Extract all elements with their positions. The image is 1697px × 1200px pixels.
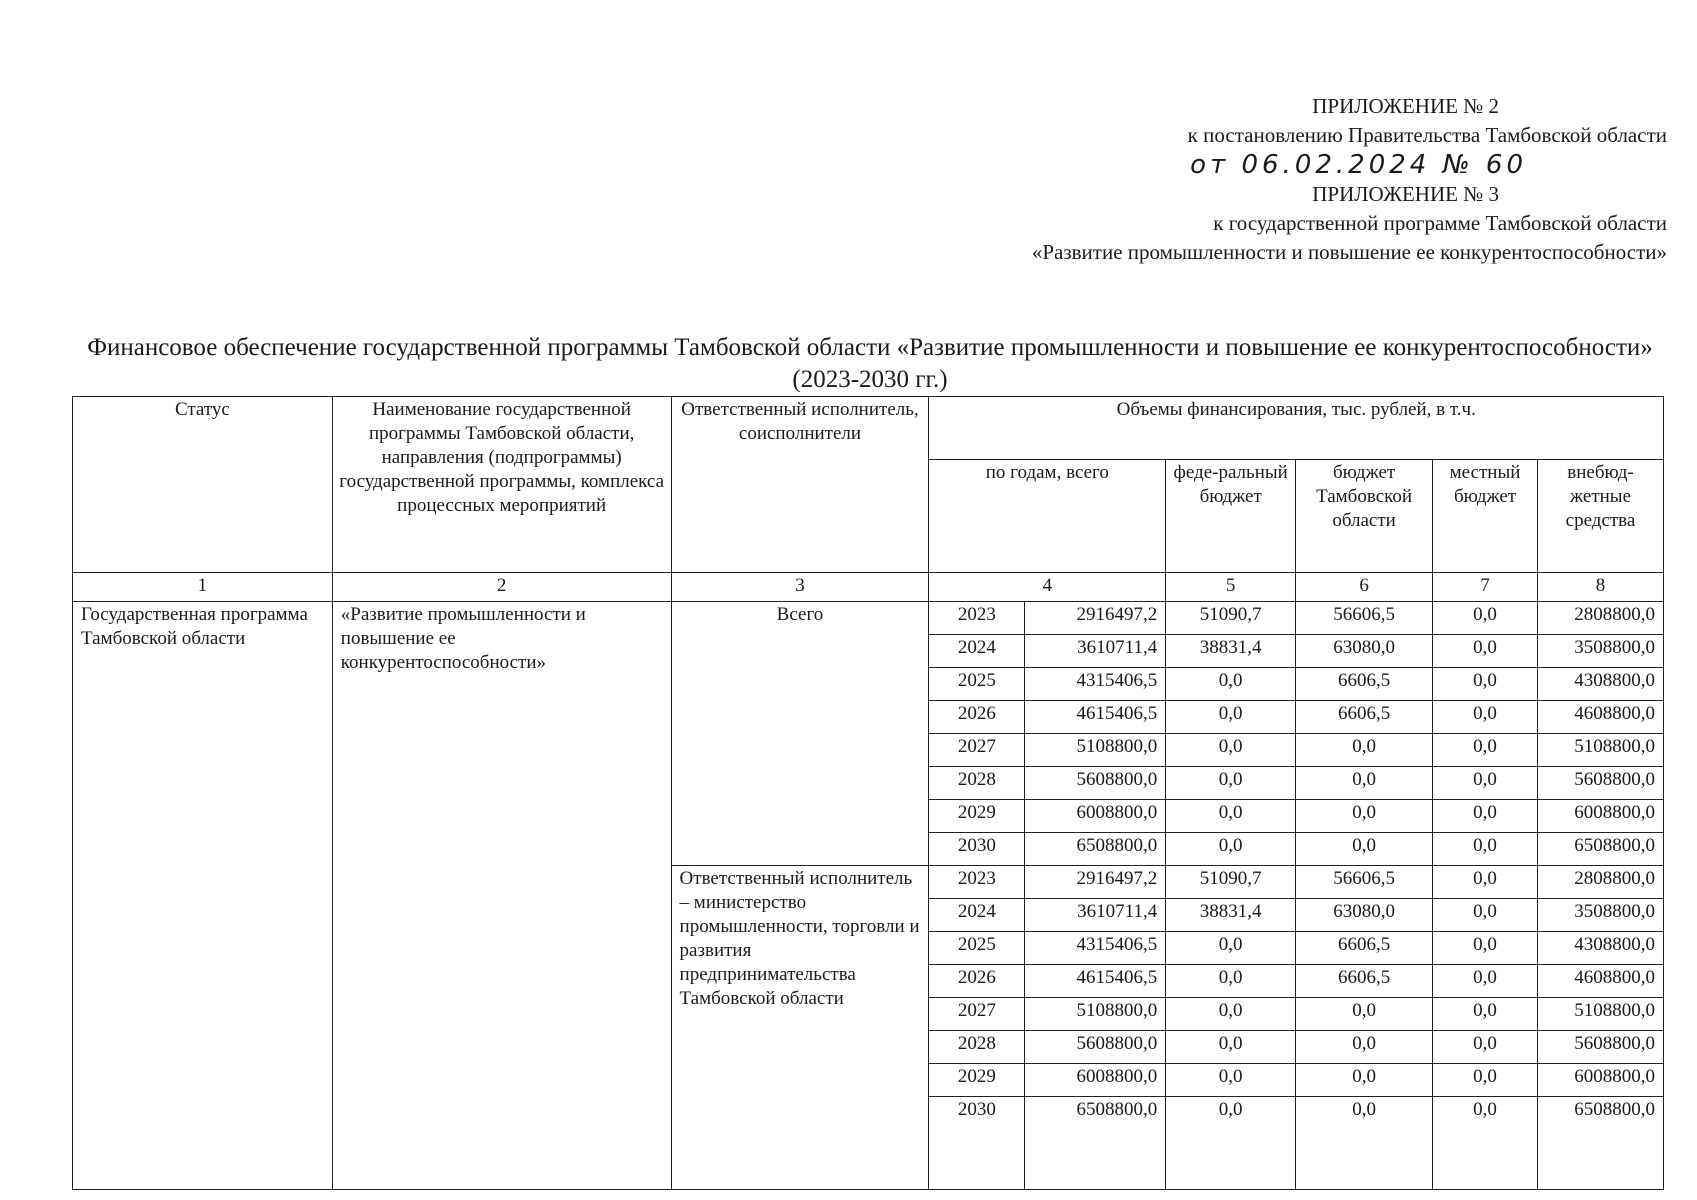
year-cell: 2025 xyxy=(929,668,1025,701)
total-cell: 3610711,4 xyxy=(1025,899,1166,932)
total-cell: 4315406,5 xyxy=(1025,932,1166,965)
total-cell: 4315406,5 xyxy=(1025,668,1166,701)
extra-cell: 6008800,0 xyxy=(1538,1064,1664,1097)
regional-cell: 6606,5 xyxy=(1296,701,1433,734)
federal-cell: 0,0 xyxy=(1166,701,1296,734)
extra-cell: 6008800,0 xyxy=(1538,800,1664,833)
extra-cell: 3508800,0 xyxy=(1538,635,1664,668)
local-cell: 0,0 xyxy=(1433,767,1538,800)
column-number: 8 xyxy=(1538,573,1664,602)
header-by-years: по годам, всего xyxy=(929,460,1166,573)
federal-cell: 0,0 xyxy=(1166,998,1296,1031)
regional-cell: 0,0 xyxy=(1296,767,1433,800)
extra-cell: 6508800,0 xyxy=(1538,833,1664,866)
header-executor: Ответственный исполнитель, соисполнители xyxy=(671,397,929,573)
year-cell: 2024 xyxy=(929,899,1025,932)
local-cell: 0,0 xyxy=(1433,932,1538,965)
local-cell: 0,0 xyxy=(1433,965,1538,998)
extra-cell: 4308800,0 xyxy=(1538,668,1664,701)
regional-cell: 0,0 xyxy=(1296,998,1433,1031)
executor-cell: Всего xyxy=(671,602,929,866)
appendix-3-title: ПРИЛОЖЕНИЕ № 3 xyxy=(1312,182,1499,206)
federal-cell: 0,0 xyxy=(1166,734,1296,767)
header-local: местный бюджет xyxy=(1433,460,1538,573)
extra-cell: 2808800,0 xyxy=(1538,602,1664,635)
year-cell: 2030 xyxy=(929,1097,1025,1190)
federal-cell: 0,0 xyxy=(1166,1097,1296,1190)
extra-cell: 5608800,0 xyxy=(1538,767,1664,800)
extra-cell: 5108800,0 xyxy=(1538,998,1664,1031)
year-cell: 2026 xyxy=(929,965,1025,998)
federal-cell: 0,0 xyxy=(1166,1031,1296,1064)
document-title: Финансовое обеспечение государственной программы Тамбовской области «Развитие промышленности и повышение ее конкурентоспособности» (2023-2030 гг.) xyxy=(87,334,1653,393)
federal-cell: 0,0 xyxy=(1166,1064,1296,1097)
regional-cell: 0,0 xyxy=(1296,1064,1433,1097)
column-number: 2 xyxy=(332,573,671,602)
handwritten-date-number: от 06.02.2024 № 60 xyxy=(1190,150,1527,180)
local-cell: 0,0 xyxy=(1433,833,1538,866)
decree-reference: к постановлению Правительства Тамбовской области xyxy=(1187,123,1667,147)
federal-cell: 0,0 xyxy=(1166,767,1296,800)
executor-cell: Ответственный исполнитель – министерство промышленности, торговли и развития предпринимательства Тамбовской области xyxy=(671,866,929,1190)
regional-cell: 0,0 xyxy=(1296,800,1433,833)
total-cell: 4615406,5 xyxy=(1025,701,1166,734)
header-regional: бюджет Тамбовской области xyxy=(1296,460,1433,573)
column-number: 5 xyxy=(1166,573,1296,602)
column-number: 6 xyxy=(1296,573,1433,602)
column-numbers-row xyxy=(73,573,1664,602)
appendix-header xyxy=(1032,92,1667,267)
regional-cell: 63080,0 xyxy=(1296,635,1433,668)
year-cell: 2023 xyxy=(929,866,1025,899)
year-cell: 2023 xyxy=(929,602,1025,635)
year-cell: 2030 xyxy=(929,833,1025,866)
local-cell: 0,0 xyxy=(1433,635,1538,668)
column-number: 1 xyxy=(73,573,333,602)
regional-cell: 6606,5 xyxy=(1296,668,1433,701)
total-cell: 5608800,0 xyxy=(1025,767,1166,800)
local-cell: 0,0 xyxy=(1433,1064,1538,1097)
regional-cell: 0,0 xyxy=(1296,734,1433,767)
year-cell: 2029 xyxy=(929,800,1025,833)
regional-cell: 6606,5 xyxy=(1296,965,1433,998)
regional-cell: 0,0 xyxy=(1296,1031,1433,1064)
status-cell: Государственная программа Тамбовской области xyxy=(73,602,333,1190)
year-cell: 2027 xyxy=(929,998,1025,1031)
federal-cell: 0,0 xyxy=(1166,833,1296,866)
header-extra-budget: внебюд-жетные средства xyxy=(1538,460,1664,573)
local-cell: 0,0 xyxy=(1433,602,1538,635)
total-cell: 4615406,5 xyxy=(1025,965,1166,998)
year-cell: 2027 xyxy=(929,734,1025,767)
federal-cell: 0,0 xyxy=(1166,965,1296,998)
regional-cell: 0,0 xyxy=(1296,1097,1433,1190)
extra-cell: 5608800,0 xyxy=(1538,1031,1664,1064)
local-cell: 0,0 xyxy=(1433,734,1538,767)
total-cell: 6008800,0 xyxy=(1025,800,1166,833)
regional-cell: 0,0 xyxy=(1296,833,1433,866)
federal-cell: 38831,4 xyxy=(1166,899,1296,932)
total-cell: 5108800,0 xyxy=(1025,734,1166,767)
header-program-name: Наименование государственной программы Тамбовской области, направления (подпрограммы) государственной программы, комплекса процессных мероприятий xyxy=(332,397,671,573)
column-number: 7 xyxy=(1433,573,1538,602)
year-cell: 2025 xyxy=(929,932,1025,965)
extra-cell: 3508800,0 xyxy=(1538,899,1664,932)
federal-cell: 51090,7 xyxy=(1166,602,1296,635)
program-reference: к государственной программе Тамбовской области xyxy=(1213,211,1667,235)
year-cell: 2029 xyxy=(929,1064,1025,1097)
local-cell: 0,0 xyxy=(1433,1097,1538,1190)
total-cell: 2916497,2 xyxy=(1025,866,1166,899)
regional-cell: 63080,0 xyxy=(1296,899,1433,932)
extra-cell: 4308800,0 xyxy=(1538,932,1664,965)
total-cell: 5608800,0 xyxy=(1025,1031,1166,1064)
extra-cell: 2808800,0 xyxy=(1538,866,1664,899)
extra-cell: 6508800,0 xyxy=(1538,1097,1664,1190)
appendix-2-title: ПРИЛОЖЕНИЕ № 2 xyxy=(1312,94,1499,118)
regional-cell: 6606,5 xyxy=(1296,932,1433,965)
year-cell: 2024 xyxy=(929,635,1025,668)
local-cell: 0,0 xyxy=(1433,899,1538,932)
total-cell: 6008800,0 xyxy=(1025,1064,1166,1097)
column-number: 3 xyxy=(671,573,929,602)
year-cell: 2028 xyxy=(929,767,1025,800)
year-cell: 2028 xyxy=(929,1031,1025,1064)
local-cell: 0,0 xyxy=(1433,1031,1538,1064)
extra-cell: 5108800,0 xyxy=(1538,734,1664,767)
total-cell: 5108800,0 xyxy=(1025,998,1166,1031)
local-cell: 0,0 xyxy=(1433,701,1538,734)
total-cell: 6508800,0 xyxy=(1025,833,1166,866)
extra-cell: 4608800,0 xyxy=(1538,965,1664,998)
header-federal: феде-ральный бюджет xyxy=(1166,460,1296,573)
local-cell: 0,0 xyxy=(1433,800,1538,833)
regional-cell: 56606,5 xyxy=(1296,602,1433,635)
total-cell: 3610711,4 xyxy=(1025,635,1166,668)
program-name: «Развитие промышленности и повышение ее конкурентоспособности» xyxy=(1031,240,1667,264)
column-number: 4 xyxy=(929,573,1166,602)
local-cell: 0,0 xyxy=(1433,998,1538,1031)
federal-cell: 0,0 xyxy=(1166,668,1296,701)
table-row xyxy=(73,602,1664,635)
total-cell: 2916497,2 xyxy=(1025,602,1166,635)
header-row xyxy=(73,397,1664,460)
local-cell: 0,0 xyxy=(1433,668,1538,701)
header-volumes: Объемы финансирования, тыс. рублей, в т.ч. xyxy=(929,397,1664,460)
federal-cell: 0,0 xyxy=(1166,932,1296,965)
total-cell: 6508800,0 xyxy=(1025,1097,1166,1190)
extra-cell: 4608800,0 xyxy=(1538,701,1664,734)
local-cell: 0,0 xyxy=(1433,866,1538,899)
header-status: Статус xyxy=(73,397,333,573)
program-name-cell: «Развитие промышленности и повышение ее конкурентоспособности» xyxy=(332,602,671,1190)
financing-table xyxy=(72,396,1664,1190)
regional-cell: 56606,5 xyxy=(1296,866,1433,899)
federal-cell: 38831,4 xyxy=(1166,635,1296,668)
federal-cell: 51090,7 xyxy=(1166,866,1296,899)
federal-cell: 0,0 xyxy=(1166,800,1296,833)
year-cell: 2026 xyxy=(929,701,1025,734)
